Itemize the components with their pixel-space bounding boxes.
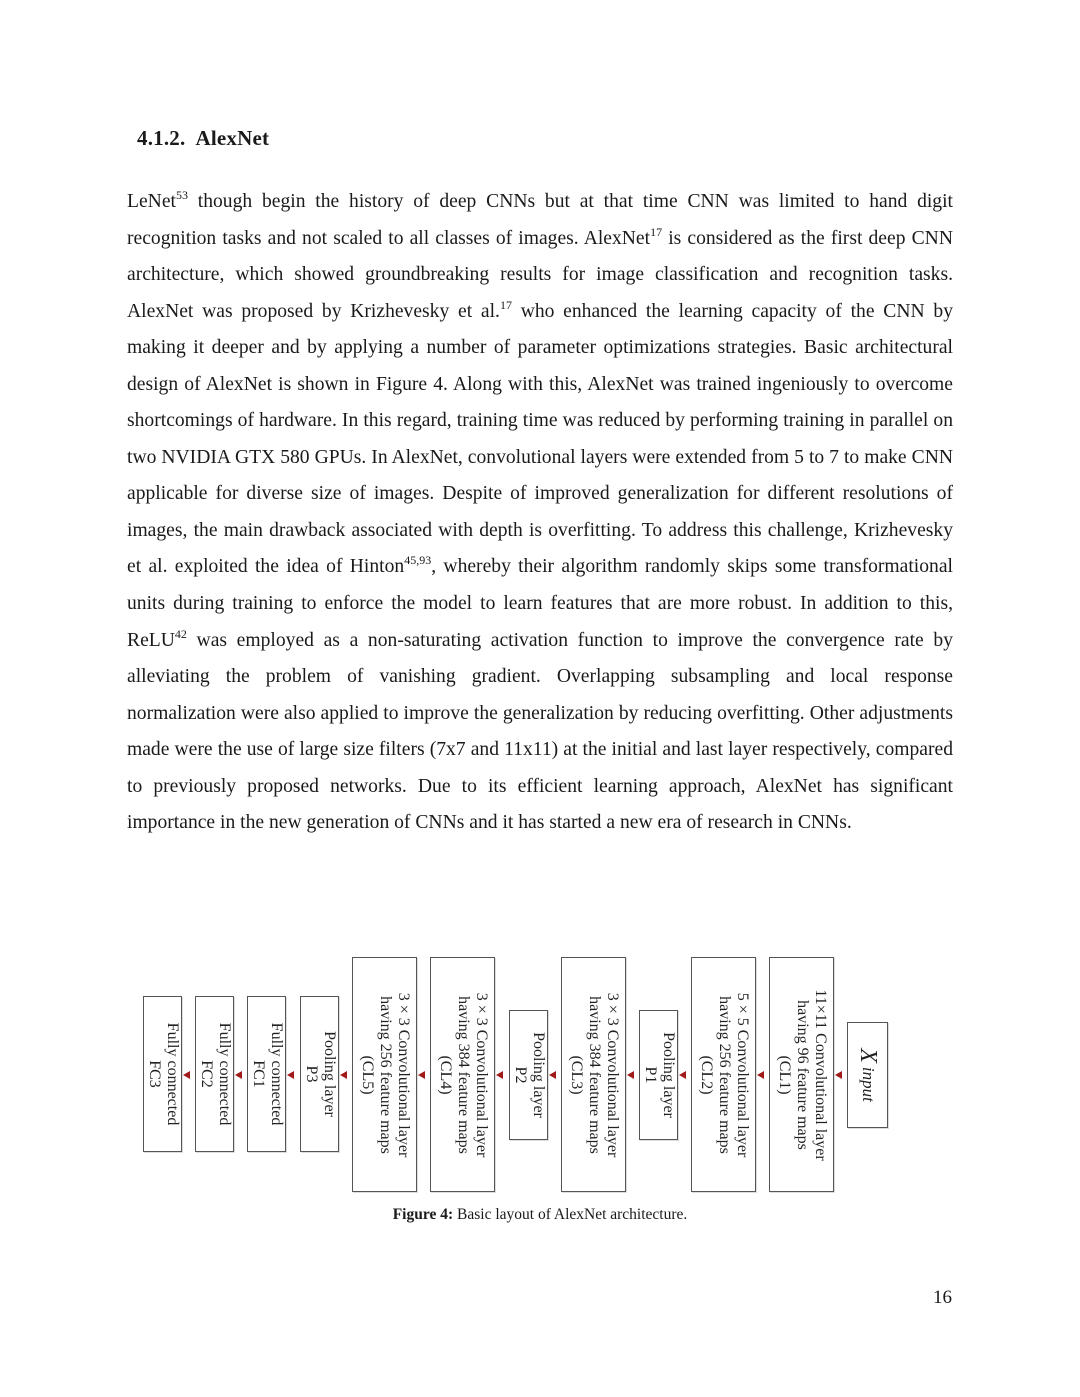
- p2-line-1: Pooling layer: [529, 1032, 547, 1118]
- cl2-box: [691, 957, 756, 1192]
- cl2-line-1: 5 × 5 Convolutional layer: [733, 992, 751, 1157]
- citation: 17: [650, 224, 663, 239]
- figure-caption: [0, 1206, 1080, 1224]
- citation: 53: [175, 188, 188, 202]
- fc1-box: [247, 996, 286, 1152]
- alexnet-diagram: [140, 955, 892, 1197]
- cl3-line-2: having 384 feature maps: [585, 995, 603, 1154]
- flow-arrow: [757, 1071, 764, 1079]
- p1-line-2: P1: [641, 1066, 659, 1084]
- section-title: AlexNet: [195, 126, 270, 150]
- flow-arrow: [679, 1071, 686, 1079]
- paragraph-text: , whereby their algorithm randomly skips some transformational units during training to enforce the model to learn features that are more robust. In addition to this, ReLU: [127, 556, 953, 651]
- cl5-line-2: having 256 feature maps: [376, 995, 394, 1154]
- body-paragraph: [127, 184, 953, 842]
- citation: 45,93: [404, 553, 432, 568]
- cl4-box: [430, 957, 495, 1192]
- citation: 17: [499, 297, 512, 312]
- fc2-line-2: FC2: [197, 1060, 215, 1088]
- fc1-line-1: Fully connected: [267, 1022, 285, 1126]
- cl3-line-1: 3 × 3 Convolutional layer: [603, 992, 621, 1157]
- cl2-line-3: (CL2): [697, 1054, 715, 1095]
- p1-box: [639, 1010, 678, 1140]
- flow-arrow: [235, 1071, 242, 1079]
- cl5-line-3: (CL5): [358, 1054, 376, 1095]
- fc3-box: [143, 996, 182, 1152]
- input-label: input: [858, 1066, 878, 1102]
- cl1-line-3: (CL1): [775, 1054, 793, 1095]
- p3-box: [300, 996, 339, 1152]
- cl5-box: [352, 957, 417, 1192]
- flow-arrow: [496, 1071, 503, 1079]
- paragraph-text: is considered as the first deep CNN architecture, which showed groundbreaking results for image classification and recognition tasks. AlexNet was proposed by Krizhevesky et al.: [127, 227, 953, 322]
- fc2-line-1: Fully connected: [215, 1022, 233, 1126]
- cl4-line-1: 3 × 3 Convolutional layer: [472, 992, 490, 1157]
- cl2-line-2: having 256 feature maps: [715, 995, 733, 1154]
- section-heading: [137, 126, 269, 151]
- flow-arrow: [835, 1071, 842, 1079]
- flow-arrow: [627, 1071, 634, 1079]
- cl4-line-3: (CL4): [436, 1054, 454, 1095]
- input-symbol: X: [854, 1048, 881, 1063]
- cl1-line-2: having 96 feature maps: [793, 999, 811, 1150]
- cl4-line-2: having 384 feature maps: [454, 995, 472, 1154]
- fc1-line-2: FC1: [249, 1060, 267, 1088]
- flow-arrow: [340, 1071, 347, 1079]
- cl5-line-1: 3 × 3 Convolutional layer: [394, 992, 412, 1157]
- cl3-box: [561, 957, 626, 1192]
- page-number: 16: [933, 1287, 952, 1308]
- p1-line-1: Pooling layer: [659, 1032, 677, 1118]
- caption-label: Figure 4:: [392, 1206, 454, 1223]
- fc3-line-1: Fully connected: [163, 1022, 181, 1126]
- paragraph-text: LeNet: [127, 191, 176, 212]
- p2-line-2: P2: [511, 1066, 529, 1084]
- input-box: [847, 1022, 888, 1128]
- flow-arrow: [418, 1071, 425, 1079]
- section-number: 4.1.2.: [137, 126, 186, 150]
- cl1-line-1: 11×11 Convolutional layer: [811, 988, 829, 1161]
- cl1-box: [769, 957, 834, 1192]
- flow-arrow: [183, 1071, 190, 1079]
- caption-text: Basic layout of AlexNet architecture.: [453, 1206, 688, 1223]
- paragraph-text: who enhanced the learning capacity of the CNN by making it deeper and by applying a number of parameter optimizations strategies. Basic architectural design of AlexNet is shown in Figure 4. Along with this, AlexNet was trained ingeniously to overcome shortcomings of hardware. In this regard, training time was reduced by performing training in parallel on two NVIDIA GTX 580 GPUs. In AlexNet, convolutional layers were extended from 5 to 7 to make CNN applicable for diverse size of images. Despite of improved generalization for different resolutions of images, the main drawback associated with depth is overfitting. To address this challenge, Krizhevesky et al. exploited the idea of Hinton: [127, 300, 953, 578]
- flow-arrow: [287, 1071, 294, 1079]
- p3-line-1: Pooling layer: [320, 1031, 338, 1117]
- flow-arrow: [549, 1071, 556, 1079]
- cl3-line-3: (CL3): [567, 1054, 585, 1095]
- citation: 42: [174, 626, 187, 641]
- paragraph-text: though begin the history of deep CNNs but at that time CNN was limited to hand digit recognition tasks and not scaled to all classes of images. AlexNet: [127, 191, 953, 249]
- paragraph-text: was employed as a non-saturating activation function to improve the convergence rate by alleviating the problem of vanishing gradient. Overlapping subsampling and local response normalization were also applied to improve the generalization by reducing overfitting. Other adjustments made were the use of large size filters (7x7 and 11x11) at the initial and last layer respectively, compared to previously proposed networks. Due to its efficient learning approach, AlexNet has significant importance in the new generation of CNNs and it has started a new era of research in CNNs.: [127, 629, 953, 834]
- fc2-box: [195, 996, 234, 1152]
- fc3-line-2: FC3: [145, 1060, 163, 1088]
- p2-box: [509, 1010, 548, 1140]
- p3-line-2: P3: [302, 1065, 320, 1083]
